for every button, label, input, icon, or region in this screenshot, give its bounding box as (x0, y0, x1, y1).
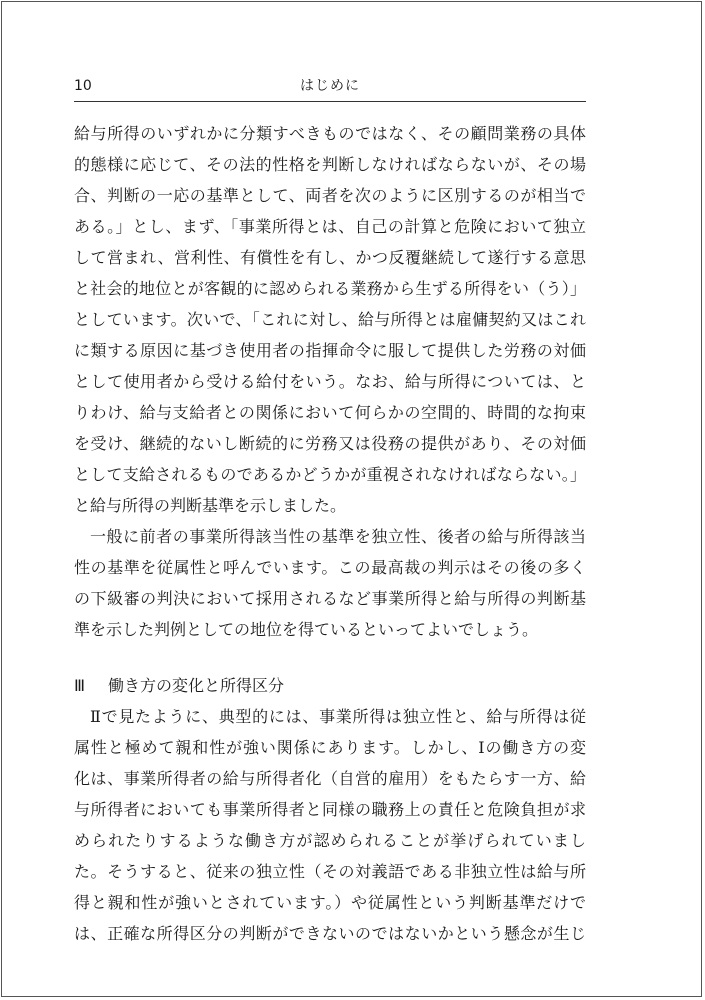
text-line: 一般に前者の事業所得該当性の基準を独立性、後者の給与所得該当 (90, 527, 586, 546)
text-line: Ⅱで見たように、典型的には、事業所得は独立性と、給与所得は従 (90, 707, 586, 726)
section-heading (74, 670, 586, 701)
paragraph-1 (74, 118, 586, 521)
text-line: 準を示した判例としての地位を得ているといってよいでしょう。 (74, 620, 539, 639)
section-gap (74, 645, 586, 670)
text-line: は、正確な所得区分の判断ができないのではないかという懸念が生じ (74, 924, 586, 943)
text-line: 得と親和性が強いとされています。）や従属性という判断基準だけで (74, 893, 586, 912)
running-head (74, 77, 586, 102)
paragraph-2 (74, 521, 586, 645)
text-line: として支給されるものであるかどうかが重視されなければならない。」 (74, 465, 586, 484)
text-line: 属性と極めて親和性が強い関係にあります。しかし、Ⅰの働き方の変 (74, 738, 586, 757)
text-line: りわけ、給与支給者との関係において何らかの空間的、時間的な拘束 (74, 403, 586, 422)
text-line: 与所得者においても事業所得者と同様の職務上の責任と危険負担が求 (74, 800, 586, 819)
text-line: 的態様に応じて、その法的性格を判断しなければならないが、その場 (74, 155, 586, 174)
body-text (74, 118, 586, 949)
text-line: められたりするような働き方が認められることが挙げられていまし (74, 831, 586, 850)
running-title: はじめに (300, 78, 360, 94)
paragraph-3 (74, 701, 586, 949)
text-line: と給与所得の判断基準を示しました。 (74, 496, 347, 515)
text-line: に類する原因に基づき使用者の指揮命令に服して提供した労務の対価 (74, 341, 586, 360)
text-line: として使用者から受ける給付をいう。なお、給与所得については、と (74, 372, 586, 391)
text-line: ある。」とし、まず、「事業所得とは、自己の計算と危険において独立 (74, 217, 586, 236)
text-line: して営まれ、営利性、有償性を有し、かつ反覆継続して遂行する意思 (74, 248, 586, 267)
section-title: 働き方の変化と所得区分 (108, 676, 285, 695)
text-line: を受け、継続的ないし断続的に労務又は役務の提供があり、その対価 (74, 434, 586, 453)
text-line: 性の基準を従属性と呼んでいます。この最高裁の判示はその後の多く (74, 558, 586, 577)
text-line: の下級審の判決において採用されるなど事業所得と給与所得の判断基 (74, 589, 586, 608)
text-line: と社会的地位とが客観的に認められる業務から生ずる所得をい（う）」 (74, 279, 586, 298)
text-line: 給与所得のいずれかに分類すべきものではなく、その顧問業務の具体 (74, 124, 586, 143)
text-line: 合、判断の一応の基準として、両者を次のように区別するのが相当で (74, 186, 586, 205)
text-line: 化は、事業所得者の給与所得者化（自営的雇用）をもたらす一方、給 (74, 769, 586, 788)
text-line: た。そうすると、従来の独立性（その対義語である非独立性は給与所 (74, 862, 586, 881)
page-number: 10 (74, 78, 92, 94)
text-line: としています。次いで、「これに対し、給与所得とは雇傭契約又はこれ (74, 310, 586, 329)
section-number: Ⅲ (74, 676, 86, 695)
